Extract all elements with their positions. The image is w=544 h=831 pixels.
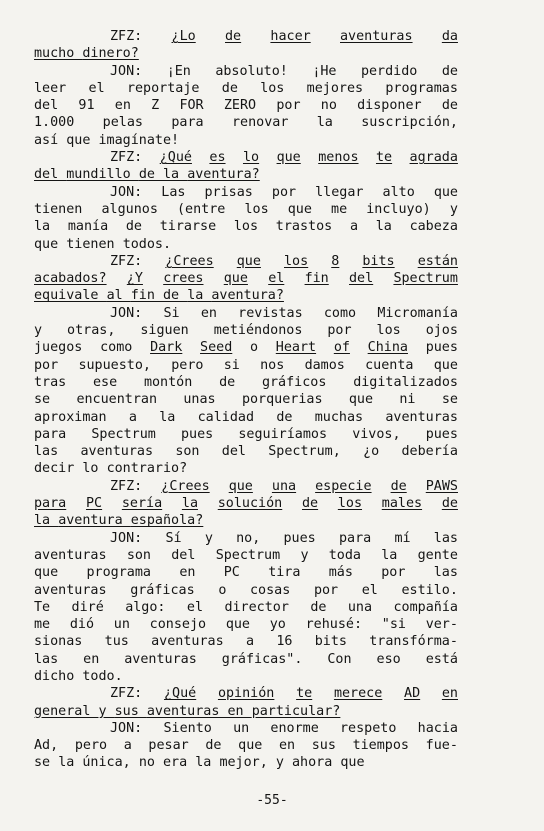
text-line: JON: Siento un enorme respeto hacia xyxy=(110,720,458,736)
text-line: las en aventuras gráficas". Con eso está xyxy=(34,651,458,667)
text-line: la aventura española? xyxy=(34,513,204,529)
text-line: y otras, siguen metiéndonos por los ojos xyxy=(34,323,458,339)
text-line: por supuesto, pero si nos damos cuenta que xyxy=(34,357,458,373)
text-line: leer el reportaje de los mejores programas xyxy=(34,80,458,96)
text-line: dicho todo. xyxy=(34,668,123,684)
interview-answer xyxy=(34,184,458,253)
page-number: -55- xyxy=(256,793,288,808)
interview-answer xyxy=(34,720,458,772)
text-line: ZFZ: ¿Lo de hacer aventuras da xyxy=(110,29,458,44)
interview-answer xyxy=(34,305,458,478)
interview-answer xyxy=(34,530,458,686)
text-line: la manía de tirarse los trastos a la cabeza xyxy=(34,219,458,235)
text-line: general y sus aventuras en particular? xyxy=(34,703,341,719)
text-line: Te diré algo: el director de una compañía xyxy=(34,599,458,615)
interview-question xyxy=(34,149,458,184)
text-line: ZFZ: ¿Crees que los 8 bits están xyxy=(110,253,458,269)
text-line: aproximan a la calidad de muchas aventuras xyxy=(34,409,458,425)
text-line: equivale al fin de la aventura? xyxy=(34,288,284,304)
text-line: JON: ¡En absoluto! ¡He perdido de xyxy=(110,63,458,79)
interview-question xyxy=(34,478,458,530)
text-line: tras ese montón de gráficos digitalizados xyxy=(34,374,458,390)
text-line: ZFZ: ¿Qué es lo que menos te agrada xyxy=(110,150,458,166)
text-line: acabados? ¿Y crees que el fin del Spectrum xyxy=(34,271,458,287)
text-line: para PC sería la solución de los males de xyxy=(34,496,458,512)
text-line: sionas tus aventuras a 16 bits transfórma- xyxy=(34,634,458,650)
text-line: 1.000 pelas para renovar la suscripción, xyxy=(34,115,458,131)
interview-question xyxy=(34,685,458,720)
text-line: JON: Sí y no, pues para mí las xyxy=(110,530,458,546)
text-line: me dió un consejo que yo rehusé: "si ver- xyxy=(34,617,458,633)
text-line: del mundillo de la aventura? xyxy=(34,167,260,183)
text-line: ZFZ: ¿Qué opinión te merece AD en xyxy=(110,686,458,702)
text-line: las aventuras son del Spectrum, ¿o debería xyxy=(34,444,458,460)
interview-question xyxy=(34,253,458,305)
text-line: aventuras son del Spectrum y toda la gente xyxy=(34,547,458,563)
text-line: del 91 en Z FOR ZERO por no disponer de xyxy=(34,98,458,114)
text-line: que tienen todos. xyxy=(34,236,172,252)
interview-answer xyxy=(34,63,458,149)
text-line: decir lo contrario? xyxy=(34,461,188,477)
text-line: para Spectrum pues seguiríamos vivos, pues xyxy=(34,426,458,442)
text-line: tienen algunos (entre los que me incluyo) y xyxy=(34,201,458,217)
text-line: aventuras gráficas o cosas por el estilo. xyxy=(34,582,458,598)
text-line: juegos como Dark Seed o Heart of China pues xyxy=(34,340,458,356)
text-line: JON: Si en revistas como Micromanía xyxy=(110,305,458,321)
text-line: Ad, pero a pesar de que en sus tiempos fue- xyxy=(34,738,458,754)
interview-text xyxy=(34,28,458,772)
text-line: así que imagínate! xyxy=(34,132,180,148)
text-line: ZFZ: ¿Crees que una especie de PAWS xyxy=(110,478,458,494)
text-line: se la única, no era la mejor, y ahora que xyxy=(34,755,365,771)
text-line: JON: Las prisas por llegar alto que xyxy=(110,184,458,200)
text-line: mucho dinero? xyxy=(34,46,139,62)
interview-question xyxy=(34,28,458,63)
text-line: se encuentran unas porquerias que ni se xyxy=(34,392,458,408)
text-line: que programa en PC tira más por las xyxy=(34,565,458,581)
